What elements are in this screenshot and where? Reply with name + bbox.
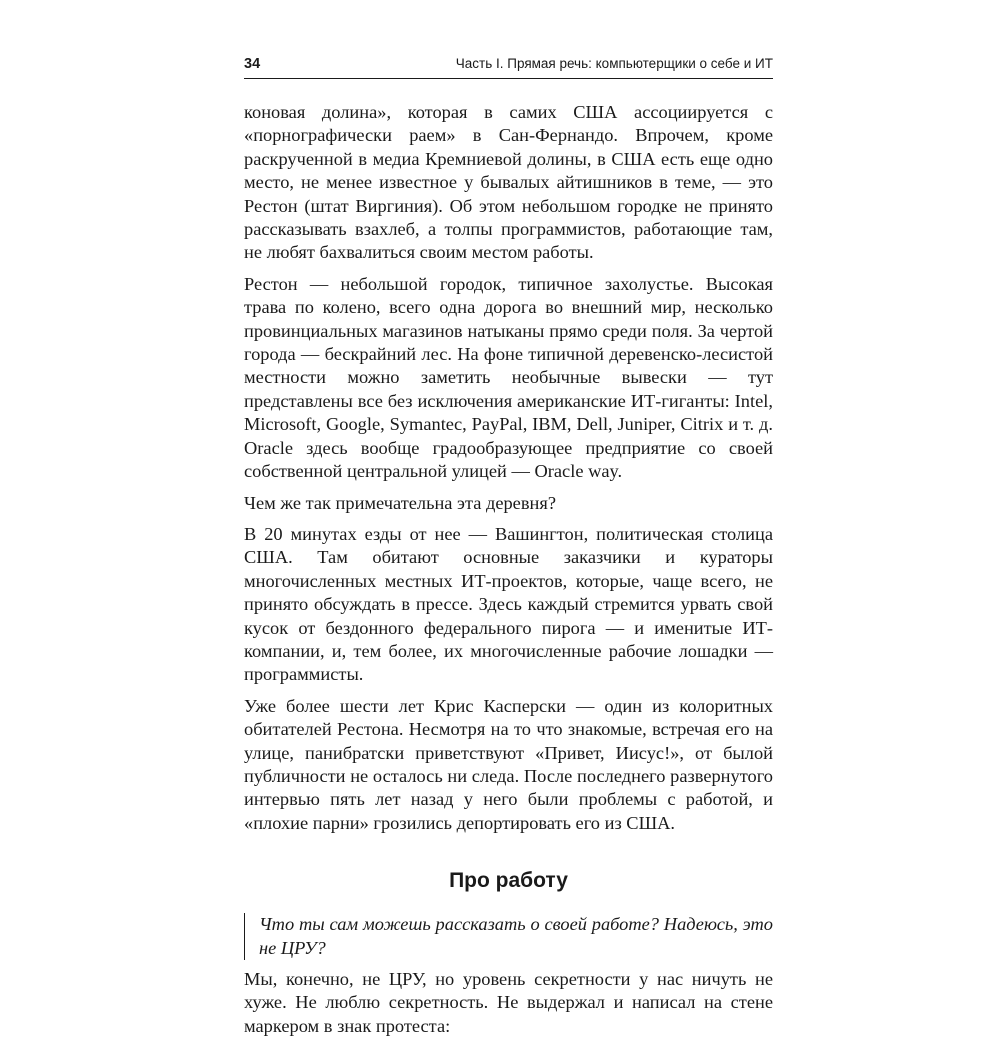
page-header bbox=[244, 56, 773, 79]
paragraph-2: Рестон — небольшой городок, типичное захолустье. Высокая трава по колено, всего одна дорога во внешний мир, несколько провинциальных магазинов натыканы прямо среди поля. За чертой города — бескрайний лес. На фоне типичной деревенско-лесистой местности можно заметить необычные вывески — тут представлены все без исключения американские ИТ-гиганты: Intel, Microsoft, Google, Symantec, PayPal, IBM, Dell, Juniper, Citrix и т. д. Oracle здесь вообще градообразующее предприятие со своей собственной центральной улицей — Oracle way. bbox=[244, 273, 773, 482]
book-page bbox=[244, 56, 773, 1038]
running-title: Часть I. Прямая речь: компьютерщики о себе и ИТ bbox=[455, 56, 773, 71]
interview-question: Что ты сам можешь рассказать о своей работе? Надеюсь, это не ЦРУ? bbox=[244, 913, 773, 960]
paragraph-3: Чем же так примечательна эта деревня? bbox=[244, 492, 556, 513]
page-number: 34 bbox=[244, 56, 261, 72]
paragraph-1: коновая долина», которая в самих США ассоциируется с «порнографически раем» в Сан-Фернандо. Впрочем, кроме раскрученной в медиа Кремниевой долины, в США есть еще одно место, не менее известное у бывалых айтишников в теме, — это Рестон (штат Виргиния). Об этом небольшом городке не принято рассказывать взахлеб, а толпы программистов, работающие там, не любят бахвалиться своим местом работы. bbox=[244, 102, 773, 263]
paragraph-4: В 20 минутах езды от нее — Вашингтон, политическая столица США. Там обитают основные заказчики и кураторы многочисленных местных ИТ-проектов, которые, чаще всего, не принято обсуждать в прессе. Здесь каждый стремится урвать свой кусок от бездонного федерального пирога — и именитые ИТ-компании, и, тем более, их многочисленные рабочие лошадки — программисты. bbox=[244, 523, 773, 685]
section-heading: Про работу bbox=[449, 869, 568, 893]
paragraph-5: Уже более шести лет Крис Касперски — один из колоритных обитателей Рестона. Несмотря на то что знакомые, встречая его на улице, панибратски приветствуют «Привет, Иисус!», от былой публичности не осталось ни следа. После последнего развернутого интервью пять лет назад у него были проблемы с работой, и «плохие парни» грозились депортировать его из США. bbox=[244, 695, 773, 833]
interview-answer: Мы, конечно, не ЦРУ, но уровень секретности у нас ничуть не хуже. Не люблю секретность. Не выдержал и написал на стене маркером в знак протеста: bbox=[244, 969, 773, 1036]
